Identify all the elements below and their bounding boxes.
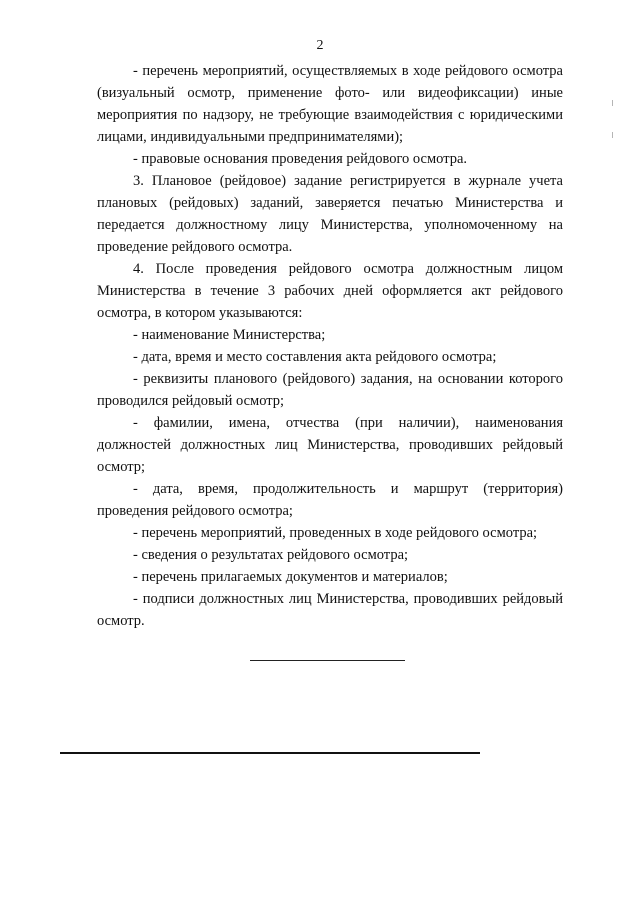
scan-line — [60, 752, 480, 754]
list-item-signatures: - подписи должностных лиц Министерства, проводивших рейдовый осмотр. — [97, 591, 563, 629]
list-item-act-date-place: - дата, время и место составления акта рейдового осмотра; — [133, 349, 497, 365]
list-item-measures-done: - перечень мероприятий, проведенных в ходе рейдового осмотра; — [133, 525, 538, 541]
list-item-task-details: - реквизиты планового (рейдового) задания, на основании которого проводился рейдовый осмотр; — [97, 371, 563, 409]
end-divider — [250, 660, 405, 661]
list-item-measures: - перечень мероприятий, осуществляемых в ходе рейдового осмотра (визуальный осмотр, применение фото- или видеофиксации) иные мероприятия по надзору, не требующие взаимодействия с юридическими лицами, индивидуальными предпринимателями); — [97, 63, 563, 145]
list-item-ministry-name: - наименование Министерства; — [133, 327, 326, 343]
list-item-date-route: - дата, время, продолжительность и маршрут (территория) проведения рейдового осмотра; — [97, 481, 563, 519]
paragraph-3: 3. Плановое (рейдовое) задание регистрируется в журнале учета плановых (рейдовых) заданий, заверяется печатью Министерства и передается должностному лицу Министерства, уполномоченному на проведение рейдового осмотра. — [97, 173, 563, 255]
margin-mark — [612, 132, 613, 138]
document-body — [97, 60, 563, 632]
list-item-attachments: - перечень прилагаемых документов и материалов; — [133, 569, 448, 585]
margin-mark — [612, 100, 613, 106]
list-item-legal-basis: - правовые основания проведения рейдового осмотра. — [133, 151, 468, 167]
list-item-results: - сведения о результатах рейдового осмотра; — [133, 547, 409, 563]
page-number: 2 — [316, 38, 324, 53]
paragraph-4: 4. После проведения рейдового осмотра должностным лицом Министерства в течение 3 рабочих дней оформляется акт рейдового осмотра, в котором указываются: — [97, 261, 563, 321]
list-item-officials: - фамилии, имена, отчества (при наличии), наименования должностей должностных лиц Министерства, проводивших рейдовый осмотр; — [97, 415, 563, 475]
